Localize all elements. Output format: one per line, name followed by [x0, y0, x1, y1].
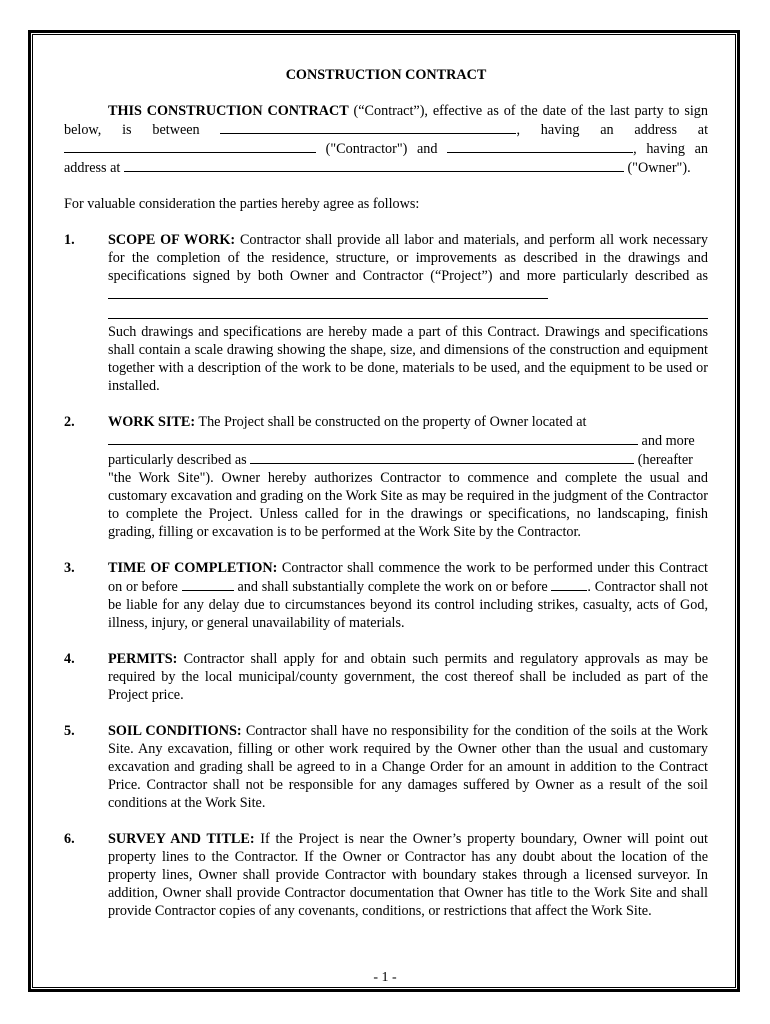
party-two-blank[interactable] [447, 139, 633, 153]
and-more-text: and more [638, 433, 695, 449]
owner-label: ("Owner"). [623, 160, 691, 176]
section-text: Contractor shall have no responsibility for the condition of the soils at the Work Site. Any excavation, filling or other work required by the Owner other than the usual and customary excavation and grading shall be agreed to in a Change Order for an amount in addition to the Contract Price. Contractor shall not be responsible for any damages suffered by Owner as a result of the soil conditions at the Work Site. [108, 723, 708, 811]
section-time-of-completion [64, 559, 708, 632]
work-site-description-blank[interactable] [250, 450, 634, 464]
section-soil-conditions [64, 722, 708, 812]
section-text: Contractor shall commence the work to be performed under this Contract on or before [108, 560, 708, 595]
having-address-text: , having an address at [64, 141, 708, 176]
section-text: The Project shall be constructed on the property of Owner located at [195, 414, 587, 430]
section-text: If the Project is near the Owner’s property boundary, Owner will point out property lines to the Contractor. If the Owner or Contractor has any doubt about the location of the property lines, Owner shall provide Contractor with boundary stakes through a licensed surveyor. In addition, Owner shall provide Contractor documentation that Owner has title to the Work Site and shall provide Contractor copies of any covenants, conditions, or restrictions that affect the Work Site. [108, 831, 708, 919]
hereafter-text: (hereafter [634, 452, 693, 468]
start-date-blank[interactable] [182, 577, 234, 591]
page-number: - 1 - [373, 970, 397, 985]
consideration-text: For valuable consideration the parties hereby agree as follows: [64, 196, 420, 212]
intro-lead: THIS CONSTRUCTION CONTRACT [108, 103, 349, 119]
section-number: 2. [64, 414, 75, 430]
section-survey-and-title [64, 830, 708, 920]
project-description-blank[interactable] [108, 285, 548, 299]
section-heading: WORK SITE: [108, 414, 196, 430]
section-number: 5. [64, 723, 75, 739]
completion-date-blank[interactable] [551, 577, 587, 591]
project-description-line[interactable] [108, 304, 708, 319]
section-work-site [64, 413, 708, 541]
section-heading: SCOPE OF WORK: [108, 232, 236, 248]
section-text: Contractor shall provide all labor and materials, and perform all work necessary for the completion of the residence, structure, or improvements as described in the drawings and specifications signed by both Owner and Contractor (“Project”) and more particularly described as [108, 232, 708, 284]
section-text-continued: Such drawings and specifications are hereby made a part of this Contract. Drawings and specifications shall contain a scale drawing showing the shape, size, and dimensions of the construction and equipment together with a description of the work to be done, materials to be used, and the equipment to be used or installed. [108, 324, 708, 394]
particularly-text: particularly described as [108, 452, 251, 468]
section-permits [64, 650, 708, 704]
section-text-end: . Contractor shall not be liable for any delay due to circumstances beyond its control including strikes, casualty, acts of God, illness, injury, or general unavailability of materials. [108, 579, 708, 631]
section-scope-of-work [64, 231, 708, 395]
section-heading: PERMITS: [108, 651, 178, 667]
intro-paragraph [64, 102, 708, 177]
section-heading: SURVEY AND TITLE: [108, 831, 255, 847]
section-text: Contractor shall apply for and obtain such permits and regulatory approvals as may be required by the local municipal/county government, the cost thereof shall be included as part of the Project price. [108, 651, 708, 703]
section-number: 4. [64, 651, 75, 667]
section-number: 1. [64, 232, 75, 248]
contract-page [64, 66, 708, 920]
address-two-blank[interactable] [124, 158, 624, 172]
section-number: 3. [64, 560, 75, 576]
contractor-label: ("Contractor") and [316, 141, 448, 157]
section-text-mid: and shall substantially complete the work on or before [233, 579, 552, 595]
address-one-blank[interactable] [64, 139, 316, 153]
party-one-blank[interactable] [220, 120, 516, 134]
section-text-continued: "the Work Site"). Owner hereby authorizes Contractor to commence and complete the usual and customary excavation and grading on the Work Site as may be required in the judgment of the Contractor to complete the Project. Unless called for in the drawings or specifications, no landscaping, finish grading, filling or excavation is to be performed at the Work Site by the Contractor. [108, 470, 708, 540]
section-heading: SOIL CONDITIONS: [108, 723, 242, 739]
intro-address-text: , having an address at [516, 122, 709, 138]
intro-text: (“Contract”), effective as of the date of the last party to sign below, is between [64, 103, 708, 138]
section-number: 6. [64, 831, 75, 847]
section-heading: TIME OF COMPLETION: [108, 560, 278, 576]
work-site-location-blank[interactable] [108, 431, 638, 445]
document-title: CONSTRUCTION CONTRACT [285, 67, 487, 83]
